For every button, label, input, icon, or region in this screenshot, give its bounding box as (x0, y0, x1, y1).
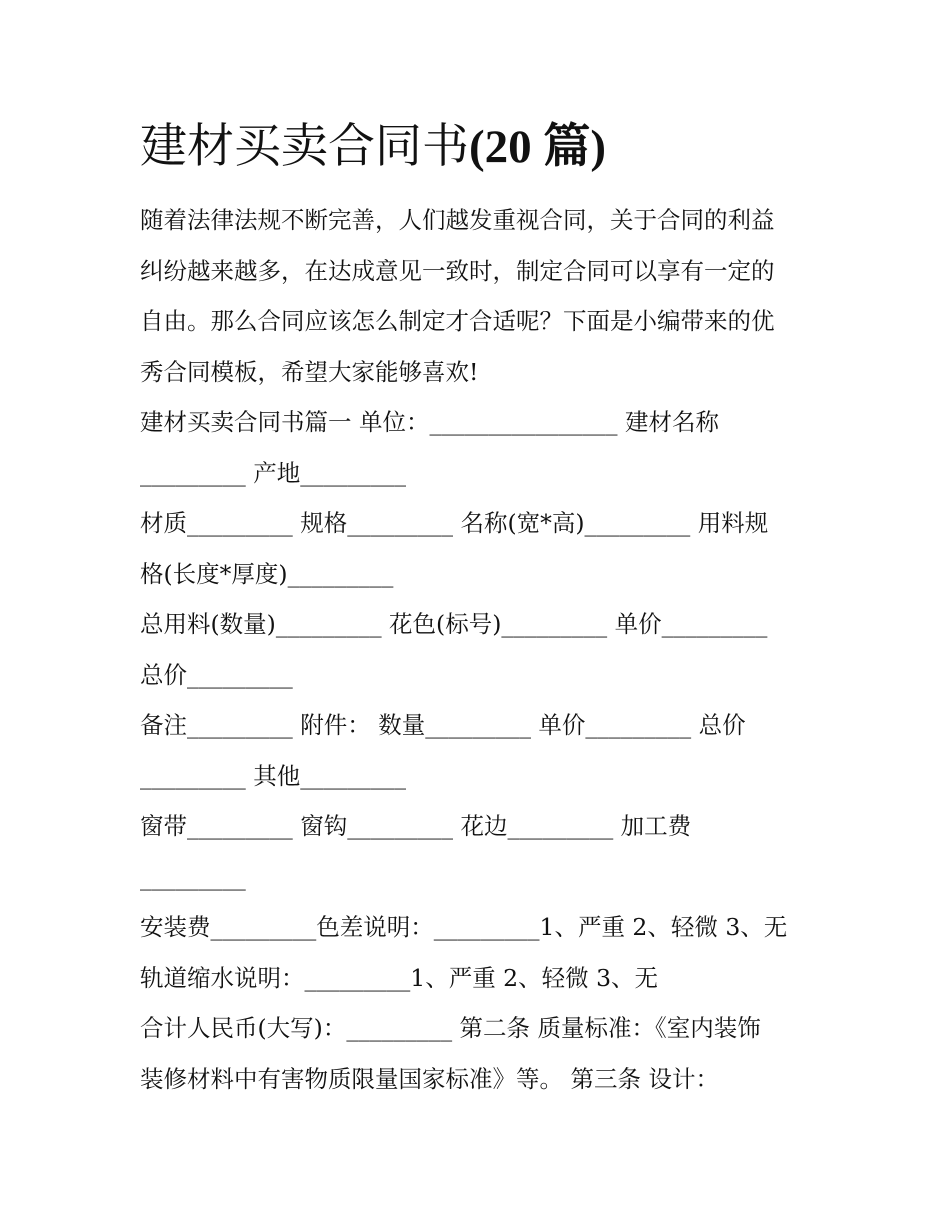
document-body (140, 195, 815, 1104)
document-title (140, 112, 606, 182)
form-line (140, 902, 815, 953)
line-text: 合计人民币(大写)：_________ 第二条 质量标准：《室内装饰 (140, 1014, 761, 1042)
line-text: 格(长度*厚度)_________ (140, 559, 394, 588)
line-text: 随着法律法规不断完善，人们越发重视合同，关于合同的利益 (140, 206, 775, 234)
line-text: 材质_________ 规格_________ 名称(宽*高)_________ 用料规 (140, 509, 769, 537)
line-text: 总用料(数量)_________ 花色(标号)_________ 单价_________ (140, 610, 768, 638)
clause-line (140, 1054, 815, 1105)
line-text: 自由。那么合同应该怎么制定才合适呢？下面是小编带来的优 (140, 307, 775, 335)
line-text: 纠纷越来越多，在达成意见一致时，制定合同可以享有一定的 (140, 256, 775, 285)
paragraph-line (140, 195, 815, 246)
line-text: 轨道缩水说明：_________1、严重 2、轻微 3、无 (140, 963, 659, 992)
form-line (140, 549, 815, 600)
line-text: 建材买卖合同书篇一 单位：________________ 建材名称 (140, 408, 719, 436)
form-line (140, 700, 815, 751)
paragraph-line (140, 296, 815, 347)
form-line (140, 852, 815, 903)
form-line (140, 448, 815, 499)
form-line (140, 953, 815, 1004)
line-text: 秀合同模板，希望大家能够喜欢! (140, 357, 479, 386)
paragraph-line (140, 246, 815, 297)
form-line (140, 650, 815, 701)
line-text: _________ 其他_________ (140, 761, 406, 790)
form-line (140, 397, 815, 448)
line-text: 安装费_________色差说明：_________1、严重 2、轻微 3、无 (140, 913, 788, 941)
title-text: 建材买卖合同书 (140, 119, 469, 174)
form-line (140, 751, 815, 802)
line-text: 装修材料中有害物质限量国家标准》等。 第三条 设计： (140, 1064, 719, 1093)
form-line (140, 498, 815, 549)
clause-line (140, 1003, 815, 1054)
form-line (140, 801, 815, 852)
paragraph-line (140, 347, 815, 398)
line-text: 窗带_________ 窗钩_________ 花边_________ 加工费 (140, 812, 692, 840)
title-count: (20 篇) (469, 121, 607, 173)
line-text: _________ (140, 862, 246, 891)
line-text: 总价_________ (140, 660, 293, 689)
form-line (140, 599, 815, 650)
line-text: _________ 产地_________ (140, 458, 406, 487)
line-text: 备注_________ 附件： 数量_________ 单价_________ 总价 (140, 711, 746, 739)
